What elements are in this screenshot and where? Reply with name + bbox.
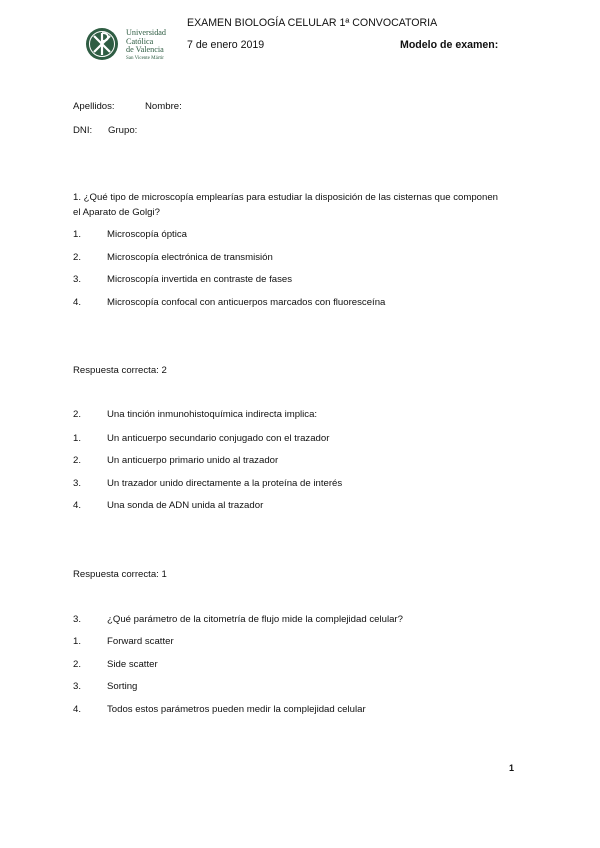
option-text: Todos estos parámetros pueden medir la complejidad celular (107, 704, 366, 715)
question-2-answer: Respuesta correcta: 1 (73, 569, 167, 580)
question-1-text-line-2: el Aparato de Golgi? (73, 207, 160, 218)
option-number: 4. (73, 704, 82, 715)
option-text: Una sonda de ADN unida al trazador (107, 500, 264, 511)
option-number: 1. (73, 433, 82, 444)
option-number: 2. (73, 455, 82, 466)
option-text: Microscopía invertida en contraste de fases (107, 274, 293, 285)
grupo-label: Grupo: (108, 125, 138, 136)
option-number: 1. (73, 636, 82, 647)
question-1-text-line-1: 1. ¿Qué tipo de microscopía emplearías para estudiar la disposición de las cisternas que componen (73, 192, 499, 203)
question-2-number: 2. (73, 409, 82, 420)
option-number: 3. (73, 274, 82, 285)
exam-title: EXAMEN BIOLOGÍA CELULAR 1ª CONVOCATORIA (187, 17, 438, 29)
question-3-text: ¿Qué parámetro de la citometría de flujo mide la complejidad celular? (107, 614, 403, 625)
chi-rho-seal-icon (84, 26, 124, 62)
option-text: Microscopía óptica (107, 229, 187, 240)
option-text: Microscopía confocal con anticuerpos marcados con fluoresceína (107, 297, 386, 308)
option-number: 1. (73, 229, 82, 240)
apellidos-label: Apellidos: (73, 101, 115, 112)
option-text: Sorting (107, 681, 138, 692)
question-1-answer: Respuesta correcta: 2 (73, 365, 167, 376)
dni-label: DNI: (73, 125, 93, 136)
nombre-label: Nombre: (145, 101, 182, 112)
option-number: 2. (73, 252, 82, 263)
option-text: Un anticuerpo primario unido al trazador (107, 455, 279, 466)
option-text: Un anticuerpo secundario conjugado con el trazador (107, 433, 330, 444)
option-number: 4. (73, 297, 82, 308)
option-text: Side scatter (107, 659, 158, 670)
exam-model-label: Modelo de examen: (400, 39, 499, 51)
logo-line-1: Universidad (126, 28, 167, 37)
logo-line-3: de Valencia (126, 45, 164, 54)
question-3-number: 3. (73, 614, 82, 625)
option-number: 4. (73, 500, 82, 511)
question-2-text: Una tinción inmunohistoquímica indirecta implica: (107, 409, 318, 420)
option-number: 3. (73, 478, 82, 489)
exam-date: 7 de enero 2019 (187, 39, 265, 51)
logo-line-4: San Vicente Mártir (126, 55, 164, 61)
option-text: Microscopía electrónica de transmisión (107, 252, 273, 263)
logo-line-2: Católica (126, 36, 154, 46)
option-text: Un trazador unido directamente a la proteína de interés (107, 478, 343, 489)
option-number: 3. (73, 681, 82, 692)
university-logo (84, 26, 174, 62)
option-number: 2. (73, 659, 82, 670)
logo-text (126, 29, 166, 62)
page-number: 1 (509, 763, 515, 773)
option-text: Forward scatter (107, 636, 174, 647)
